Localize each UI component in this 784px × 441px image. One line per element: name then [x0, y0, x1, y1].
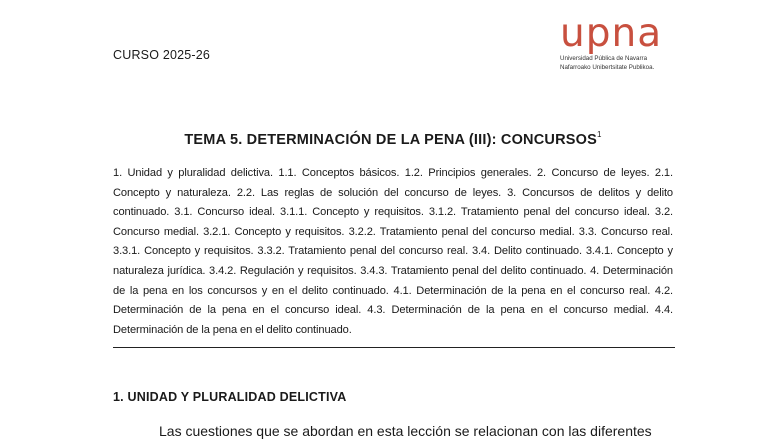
university-logo [560, 11, 672, 72]
horizontal-divider [113, 347, 675, 348]
table-of-contents-summary: 1. Unidad y pluralidad delictiva. 1.1. Conceptos básicos. 1.2. Principios generales. 2. Concurso de leyes. 2.1. Concepto y naturaleza. 2.2. Las reglas de solución del concurso de leyes. 3. Concursos de delitos y delito continuado. 3.1. Concurso ideal. 3.1.1. Concepto y requisitos. 3.1.2. Tratamiento penal del concurso ideal. 3.2. Concurso medial. 3.2.1. Concepto y requisitos. 3.2.2. Tratamiento penal del concurso medial. 3.3. Concurso real. 3.3.1. Concepto y requisitos. 3.3.2. Tratamiento penal del concurso real. 3.4. Delito continuado. 3.4.1. Concepto y naturaleza jurídica. 3.4.2. Regulación y requisitos. 3.4.3. Tratamiento penal del delito continuado. 4. Determinación de la pena en los concursos y en el delito continuado. 4.1. Determinación de la pena en el concurso real. 4.2. Determinación de la pena en el concurso ideal. 4.3. Determinación de la pena en el concurso medial. 4.4. Determinación de la pena en el delito continuado. [113, 167, 673, 336]
course-label: CURSO 2025-26 [113, 48, 211, 62]
section-heading: 1. UNIDAD Y PLURALIDAD DELICTIVA [113, 390, 347, 404]
title-footnote-marker: 1 [596, 130, 602, 139]
logo-line-2: Nafarroako Unibertsitate Publikoa. [560, 64, 655, 71]
logo-line-1: Universidad Pública de Navarra [560, 55, 648, 62]
logo-wordmark: upna [560, 11, 663, 56]
title-text: TEMA 5. DETERMINACIÓN DE LA PENA (III): CONCURSOS [184, 132, 597, 148]
document-title [113, 132, 673, 148]
body-paragraph: Las cuestiones que se abordan en esta lección se relacionan con las diferentes [159, 423, 652, 439]
